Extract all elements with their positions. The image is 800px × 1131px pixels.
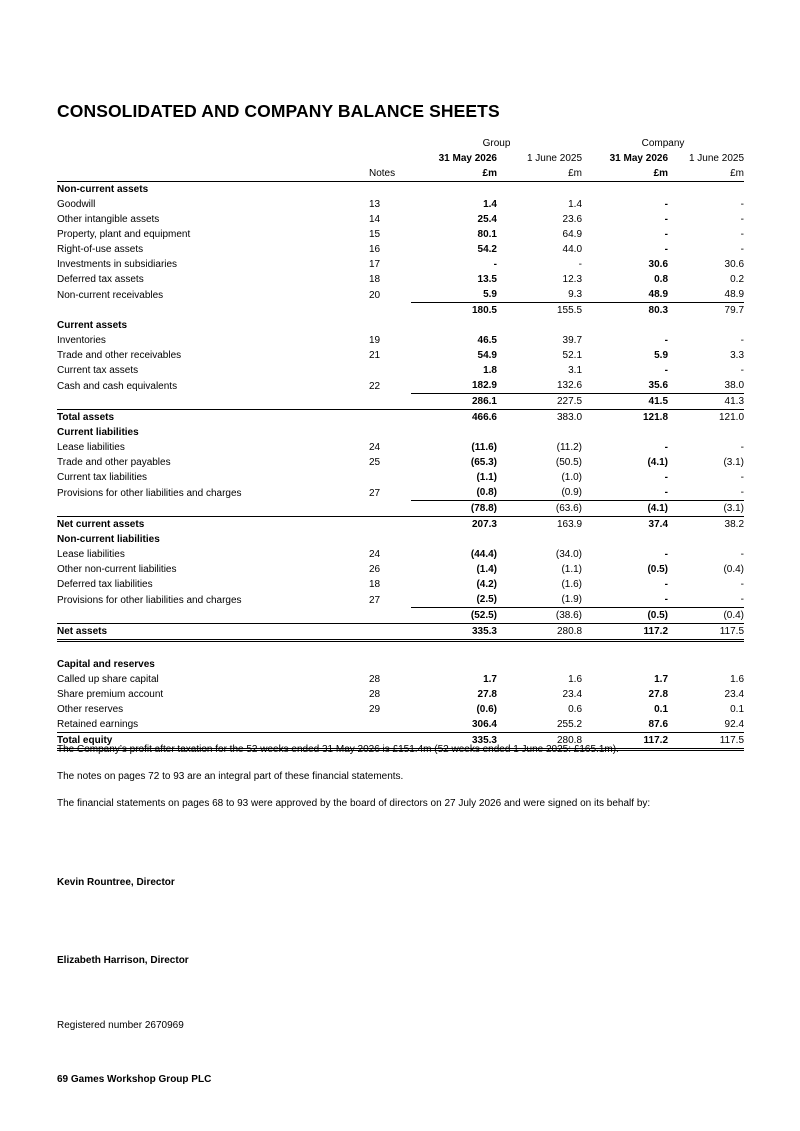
total-assets-row <box>57 410 744 426</box>
group-current-value: 182.9 <box>471 380 497 391</box>
row-label: Trade and other payables <box>57 457 171 468</box>
group-prior-value: 23.4 <box>562 689 583 700</box>
company-current-value: - <box>664 244 669 255</box>
table-row <box>57 687 744 702</box>
group-prior-date: 1 June 2025 <box>526 153 583 164</box>
table-row <box>57 485 744 501</box>
row-note <box>369 624 411 641</box>
row-note <box>369 717 411 733</box>
section-non-current-liabilities <box>57 532 744 547</box>
row-note: 29 <box>369 704 381 715</box>
table-row <box>57 197 744 212</box>
company-prior-value: 0.1 <box>730 704 745 715</box>
group-prior-value: 23.6 <box>562 214 583 225</box>
group-prior-value: (0.9) <box>561 487 583 498</box>
row-label: Deferred tax assets <box>57 274 144 285</box>
column-unit-header <box>57 166 744 182</box>
company-prior-unit: £m <box>668 166 744 182</box>
company-prior-value: 38.2 <box>668 517 744 533</box>
company-prior-value: - <box>740 365 745 376</box>
company-current-value: - <box>664 472 669 483</box>
row-label: Share premium account <box>57 689 164 700</box>
group-prior-value: 0.6 <box>568 704 583 715</box>
row-label: Trade and other receivables <box>57 350 182 361</box>
row-label: Lease liabilities <box>57 442 125 453</box>
company-prior-value: - <box>740 594 745 605</box>
group-prior-value: 1.4 <box>568 199 583 210</box>
company-prior-value: - <box>740 487 745 498</box>
spacer-row <box>57 641 744 658</box>
group-current-value: (52.5) <box>411 608 497 624</box>
group-prior-value: (1.6) <box>561 579 583 590</box>
table-row <box>57 212 744 227</box>
row-note: 24 <box>369 442 381 453</box>
row-label <box>57 394 369 410</box>
company-prior-value: 3.3 <box>730 350 745 361</box>
group-current-value: 54.9 <box>477 350 497 361</box>
row-note: 17 <box>369 259 381 270</box>
group-current-value: (0.8) <box>476 487 497 498</box>
company-prior-value: - <box>740 579 745 590</box>
page-title: CONSOLIDATED AND COMPANY BALANCE SHEETS <box>57 101 500 121</box>
row-note <box>369 608 411 624</box>
group-current-value: (44.4) <box>470 549 497 560</box>
row-label <box>57 303 369 319</box>
company-current-value: (0.5) <box>647 564 669 575</box>
row-label: Retained earnings <box>57 719 139 730</box>
company-current-value: 48.9 <box>648 289 669 300</box>
table-row <box>57 242 744 257</box>
table-row <box>57 717 744 733</box>
company-prior-value: 121.0 <box>668 410 744 426</box>
group-prior-unit: £m <box>497 166 582 182</box>
table-row <box>57 547 744 562</box>
total-label: Net current assets <box>57 517 369 533</box>
row-label: Deferred tax liabilities <box>57 579 153 590</box>
row-note: 21 <box>369 350 381 361</box>
row-label: Current tax liabilities <box>57 472 148 483</box>
table-row <box>57 348 744 363</box>
section-heading: Capital and reserves <box>57 659 155 670</box>
section-non-current-assets <box>57 182 744 198</box>
company-current-value: - <box>664 365 669 376</box>
company-current-value: 1.7 <box>654 674 669 685</box>
net-current-assets-row <box>57 517 744 533</box>
row-label: Investments in subsidiaries <box>57 259 178 270</box>
table-row <box>57 378 744 394</box>
notes-reference: The notes on pages 72 to 93 are an integral part of these financial statements. <box>57 771 404 782</box>
company-prior-value: 41.3 <box>668 394 744 410</box>
company-current-value: - <box>664 229 669 240</box>
signatory-1: Kevin Rountree, Director <box>57 877 175 888</box>
balance-sheet-table <box>57 137 744 751</box>
company-prior-value: - <box>740 472 745 483</box>
group-prior-value: 155.5 <box>497 303 582 319</box>
company-current-value: 0.8 <box>654 274 669 285</box>
row-note <box>369 410 411 426</box>
company-current-value: 87.6 <box>648 719 669 730</box>
row-label: Provisions for other liabilities and charges <box>57 487 242 499</box>
company-current-value: (0.5) <box>582 608 668 624</box>
company-current-value: 37.4 <box>582 517 668 533</box>
company-current-value: 0.1 <box>654 704 669 715</box>
row-note: 13 <box>369 199 381 210</box>
company-current-value: 117.2 <box>582 733 668 750</box>
group-prior-value: 383.0 <box>497 410 582 426</box>
group-column-label: Group <box>482 138 511 149</box>
company-current-value: - <box>664 214 669 225</box>
row-label: Current tax assets <box>57 365 139 376</box>
table-row <box>57 577 744 592</box>
group-current-value: 46.5 <box>477 335 497 346</box>
group-current-value: 5.9 <box>483 289 497 300</box>
company-current-value: 117.2 <box>582 624 668 641</box>
company-current-value: 30.6 <box>648 259 669 270</box>
row-label <box>57 501 369 517</box>
company-current-value: 121.8 <box>582 410 668 426</box>
table-row <box>57 227 744 242</box>
group-prior-value: (1.1) <box>561 564 583 575</box>
row-label: Goodwill <box>57 199 96 210</box>
group-prior-value: (38.6) <box>497 608 582 624</box>
group-current-value: (2.5) <box>476 594 497 605</box>
total-label: Net assets <box>57 624 369 641</box>
group-current-date: 31 May 2026 <box>438 153 497 164</box>
row-note: 28 <box>369 689 381 700</box>
group-prior-value: 3.1 <box>568 365 583 376</box>
group-current-value: 13.5 <box>477 274 497 285</box>
table-row <box>57 470 744 485</box>
group-current-value: 54.2 <box>477 244 497 255</box>
group-current-value: (11.6) <box>471 442 497 453</box>
group-current-unit: £m <box>411 166 497 182</box>
company-current-value: - <box>664 579 669 590</box>
company-current-value: (4.1) <box>582 501 668 517</box>
company-prior-value: - <box>740 549 745 560</box>
row-note: 15 <box>369 229 381 240</box>
group-prior-value: (1.0) <box>561 472 583 483</box>
group-current-value: (0.6) <box>476 704 497 715</box>
table-row <box>57 363 744 378</box>
group-prior-value: - <box>578 259 583 270</box>
company-prior-date: 1 June 2025 <box>688 153 745 164</box>
section-capital-reserves <box>57 657 744 672</box>
group-current-value: 306.4 <box>471 719 497 730</box>
group-prior-value: 132.6 <box>556 380 583 391</box>
table-row <box>57 702 744 717</box>
row-note: 25 <box>369 457 381 468</box>
group-prior-value: 280.8 <box>497 624 582 641</box>
group-current-value: 80.1 <box>477 229 497 240</box>
company-prior-value: 0.2 <box>730 274 745 285</box>
row-label: Cash and cash equivalents <box>57 380 178 392</box>
group-current-value: 1.7 <box>483 674 497 685</box>
subtotal-row <box>57 394 744 410</box>
company-prior-value: 1.6 <box>730 674 745 685</box>
company-prior-value: 30.6 <box>724 259 745 270</box>
row-label: Called up share capital <box>57 674 159 685</box>
company-prior-value: (3.1) <box>723 457 745 468</box>
company-current-date: 31 May 2026 <box>609 153 669 164</box>
profit-note: The Company’s profit after taxation for the 52 weeks ended 31 May 2026 is £151.4m (52 weeks ended 1 June 2025: £165.1m). <box>57 744 619 755</box>
row-note: 27 <box>369 487 381 499</box>
registered-number: Registered number 2670969 <box>57 1020 184 1031</box>
group-prior-value: 64.9 <box>562 229 583 240</box>
group-current-value: (1.1) <box>476 472 497 483</box>
group-current-value: (4.2) <box>476 579 497 590</box>
company-current-value: - <box>664 335 669 346</box>
company-current-value: 80.3 <box>582 303 668 319</box>
group-current-value: 27.8 <box>477 689 497 700</box>
row-note: 19 <box>369 335 381 346</box>
row-note: 22 <box>369 380 381 392</box>
row-label <box>57 608 369 624</box>
group-current-value: 466.6 <box>411 410 497 426</box>
group-prior-value: 227.5 <box>497 394 582 410</box>
subtotal-row <box>57 501 744 517</box>
company-prior-value: 23.4 <box>724 689 745 700</box>
row-note: 14 <box>369 214 381 225</box>
company-prior-value: - <box>740 335 745 346</box>
section-heading: Non-current assets <box>57 184 149 195</box>
company-prior-value: (0.4) <box>668 608 744 624</box>
row-note: 26 <box>369 564 381 575</box>
company-prior-value: 38.0 <box>724 380 745 391</box>
group-current-value: 1.8 <box>483 365 497 376</box>
notes-column-label: Notes <box>369 166 411 182</box>
group-current-value: (1.4) <box>476 564 497 575</box>
company-prior-value: 117.5 <box>668 733 744 750</box>
group-prior-value: 163.9 <box>497 517 582 533</box>
column-group-header <box>57 137 744 151</box>
group-prior-value: (11.2) <box>556 442 583 453</box>
company-prior-value: - <box>740 199 745 210</box>
group-prior-value: 280.8 <box>497 733 582 750</box>
section-current-liabilities <box>57 425 744 440</box>
company-prior-value: (3.1) <box>668 501 744 517</box>
section-heading: Non-current liabilities <box>57 534 160 545</box>
approval-statement: The financial statements on pages 68 to 93 were approved by the board of directors on 27 July 2026 and were signed on its behalf by: <box>57 798 651 809</box>
row-note: 28 <box>369 674 381 685</box>
company-prior-value: - <box>740 244 745 255</box>
company-prior-value: 48.9 <box>724 289 745 300</box>
company-current-value: 27.8 <box>648 689 669 700</box>
group-prior-value: 9.3 <box>568 289 583 300</box>
company-current-value: (4.1) <box>647 457 669 468</box>
table-row <box>57 333 744 348</box>
group-current-value: 207.3 <box>411 517 497 533</box>
group-current-value: 286.1 <box>411 394 497 410</box>
group-prior-value: (1.9) <box>561 594 583 605</box>
company-current-value: 35.6 <box>648 380 669 391</box>
group-current-value: - <box>493 259 497 270</box>
company-column-label: Company <box>641 138 685 149</box>
company-prior-value: - <box>740 214 745 225</box>
row-label: Other non-current liabilities <box>57 564 177 575</box>
row-label: Lease liabilities <box>57 549 125 560</box>
row-note <box>369 394 411 410</box>
row-note <box>369 517 411 533</box>
table-row <box>57 287 744 303</box>
row-label: Other intangible assets <box>57 214 160 225</box>
group-current-value: 1.4 <box>483 199 497 210</box>
row-label: Right-of-use assets <box>57 244 144 255</box>
company-prior-value: - <box>740 229 745 240</box>
table-row <box>57 672 744 687</box>
row-note: 16 <box>369 244 381 255</box>
company-prior-value: 92.4 <box>724 719 745 730</box>
subtotal-row <box>57 303 744 319</box>
column-date-header <box>57 151 744 166</box>
table-row <box>57 562 744 577</box>
section-heading: Current assets <box>57 320 128 331</box>
row-label: Inventories <box>57 335 106 346</box>
net-assets-row <box>57 624 744 641</box>
table-row <box>57 440 744 455</box>
company-current-value: - <box>664 442 669 453</box>
company-prior-value: 79.7 <box>668 303 744 319</box>
table-row <box>57 592 744 608</box>
group-current-value: 180.5 <box>411 303 497 319</box>
row-label: Non-current receivables <box>57 289 164 301</box>
section-current-assets <box>57 318 744 333</box>
row-note: 20 <box>369 289 381 301</box>
company-current-value: - <box>664 594 669 605</box>
group-prior-value: 39.7 <box>562 335 583 346</box>
table-row <box>57 257 744 272</box>
group-prior-value: 1.6 <box>568 674 583 685</box>
group-current-value: (78.8) <box>411 501 497 517</box>
row-note <box>369 501 411 517</box>
row-label: Provisions for other liabilities and charges <box>57 594 242 606</box>
row-note: 18 <box>369 274 381 285</box>
page-footer: 69 Games Workshop Group PLC <box>57 1074 212 1085</box>
table-row <box>57 272 744 287</box>
subtotal-row <box>57 608 744 624</box>
row-note <box>369 363 411 378</box>
section-heading: Current liabilities <box>57 427 139 438</box>
row-note: 18 <box>369 579 381 590</box>
row-note <box>369 470 411 485</box>
row-note: 27 <box>369 594 381 606</box>
total-label: Total assets <box>57 410 369 426</box>
group-prior-value: 52.1 <box>562 350 583 361</box>
company-current-value: - <box>664 487 669 498</box>
company-prior-value: (0.4) <box>723 564 745 575</box>
row-note: 24 <box>369 549 381 560</box>
group-prior-value: (34.0) <box>555 549 583 560</box>
group-prior-value: 255.2 <box>556 719 583 730</box>
row-note <box>369 303 411 319</box>
company-prior-value: 117.5 <box>668 624 744 641</box>
company-current-unit: £m <box>582 166 668 182</box>
group-current-value: (65.3) <box>470 457 497 468</box>
company-prior-value: - <box>740 442 745 453</box>
row-label: Other reserves <box>57 704 124 715</box>
company-current-value: 5.9 <box>654 350 669 361</box>
group-prior-value: (50.5) <box>555 457 583 468</box>
total-label: Total equity <box>57 733 369 750</box>
group-prior-value: 12.3 <box>562 274 583 285</box>
group-current-value: 25.4 <box>477 214 497 225</box>
group-prior-value: (63.6) <box>497 501 582 517</box>
group-current-value: 335.3 <box>411 624 497 641</box>
group-current-value: 335.3 <box>411 733 497 750</box>
spacer-cell <box>57 641 744 658</box>
company-current-value: - <box>664 549 669 560</box>
row-label: Property, plant and equipment <box>57 229 191 240</box>
group-prior-value: 44.0 <box>562 244 583 255</box>
company-current-value: - <box>664 199 669 210</box>
signatory-2: Elizabeth Harrison, Director <box>57 955 189 966</box>
company-current-value: 41.5 <box>582 394 668 410</box>
table-row <box>57 455 744 470</box>
